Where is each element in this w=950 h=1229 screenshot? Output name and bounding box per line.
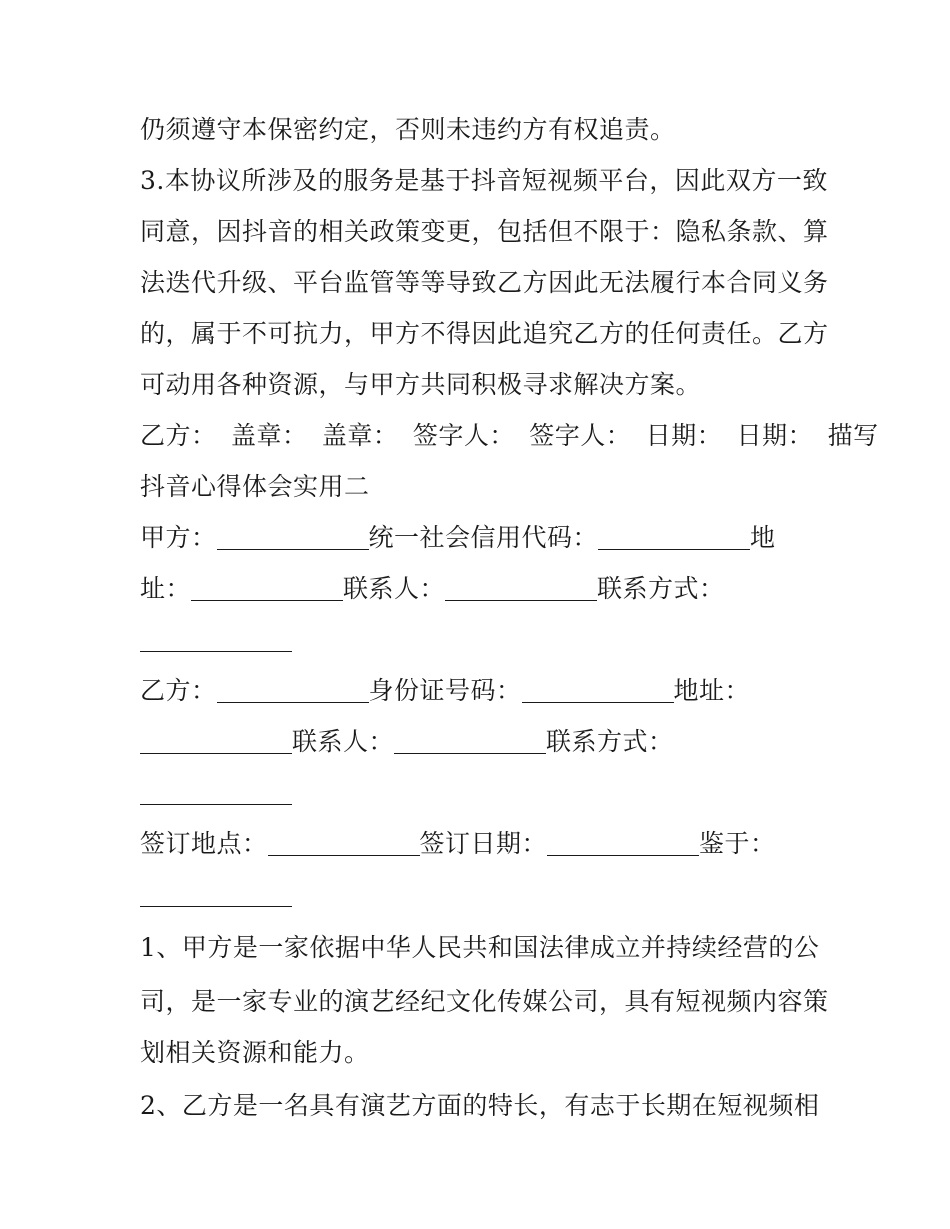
party-a-label: 甲方：: [140, 523, 217, 552]
party-a-row: [140, 512, 820, 563]
id-number-label: 身份证号码：: [368, 676, 522, 705]
text-line: 仍须遵守本保密约定，否则未违约方有权追责。: [140, 115, 676, 144]
party-a-contact-blank-row: [140, 614, 820, 665]
address-blank: [191, 576, 343, 601]
whereas-blank-row: [140, 869, 820, 920]
clause-line: 1、甲方是一家依据中华人民共和国法律成立并持续经营的公: [140, 933, 820, 962]
address-label-part2: 址：: [140, 574, 192, 603]
sign-place-blank: [268, 831, 420, 856]
clause-line: 司，是一家专业的演艺经纪文化传媒公司，具有短视频内容策: [140, 987, 829, 1016]
party-b-contact-row: [140, 716, 820, 767]
party-b-label: 乙方：: [140, 676, 217, 705]
party-b-blank: [217, 678, 369, 703]
text-line: 的，属于不可抗力，甲方不得因此追究乙方的任何责任。乙方: [140, 319, 829, 348]
contact-method-blank: [140, 627, 292, 652]
contact-person-blank: [445, 576, 597, 601]
text-line: 3.本协议所涉及的服务是基于抖音短视频平台，因此双方一致: [140, 166, 828, 195]
credit-code-label: 统一社会信用代码：: [368, 523, 599, 552]
clause-line: 2、乙方是一名具有演艺方面的特长，有志于长期在短视频相: [140, 1091, 820, 1120]
contact-method-b-blank: [140, 780, 292, 805]
signature-line: 乙方： 盖章： 盖章： 签字人： 签字人： 日期： 日期： 描写: [140, 421, 879, 450]
whereas-label: 鉴于：: [699, 829, 776, 858]
section-title: 抖音心得体会实用二: [140, 472, 370, 501]
sign-place-label: 签订地点：: [140, 829, 268, 858]
address-b-blank: [140, 729, 292, 754]
party-b-contact-blank-row: [140, 767, 820, 818]
text-line: 法迭代升级、平台监管等等导致乙方因此无法履行本合同义务: [140, 268, 829, 297]
sign-date-label: 签订日期：: [419, 829, 548, 858]
party-a-blank: [217, 525, 369, 550]
text-line: 可动用各种资源，与甲方共同积极寻求解决方案。: [140, 370, 702, 399]
contact-person-label: 联系人：: [343, 574, 446, 603]
contact-method-label: 联系方式：: [597, 574, 725, 603]
whereas-blank: [140, 882, 292, 907]
contact-method-label-b: 联系方式：: [546, 727, 674, 756]
clause-line: 划相关资源和能力。: [140, 1038, 370, 1067]
contact-person-b-blank: [394, 729, 546, 754]
address-label-b: 地址：: [673, 676, 751, 705]
contact-person-label-b: 联系人：: [292, 727, 395, 756]
party-a-contact-row: [140, 563, 820, 614]
id-number-blank: [522, 678, 674, 703]
document-page: [140, 104, 879, 1134]
address-label-part1: 地: [750, 523, 776, 552]
signing-row: [140, 818, 820, 869]
party-b-row: [140, 665, 820, 716]
text-line: 同意，因抖音的相关政策变更，包括但不限于：隐私条款、算: [140, 217, 829, 246]
sign-date-blank: [547, 831, 699, 856]
credit-code-blank: [598, 525, 750, 550]
